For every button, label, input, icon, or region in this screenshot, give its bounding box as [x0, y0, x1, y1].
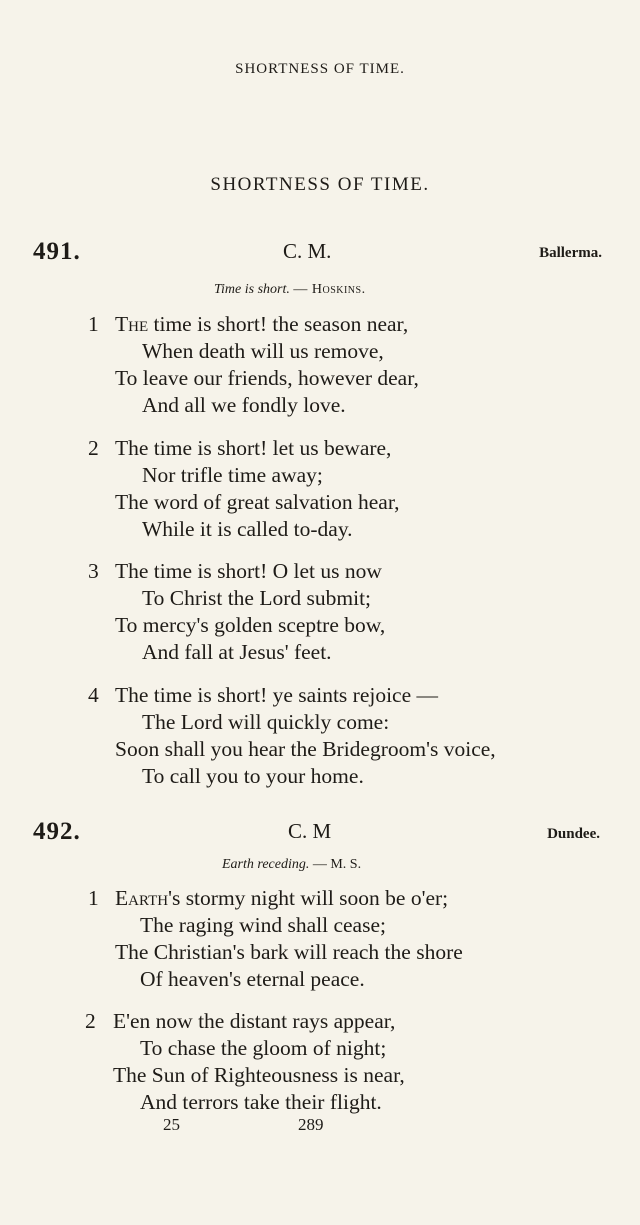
verse-number: 4 [88, 683, 99, 707]
verse-line: The time is short! O let us now [115, 559, 382, 583]
verse-line: The Sun of Righteousness is near, [113, 1063, 405, 1087]
verse-line: And fall at Jesus' feet. [142, 640, 332, 664]
verse-line: While it is called to-day. [142, 517, 353, 541]
page-number: 289 [298, 1115, 324, 1134]
verse-line: To leave our friends, however dear, [115, 366, 419, 390]
verse-number: 1 [88, 312, 99, 336]
verse-line: The Christian's bark will reach the shore [115, 940, 463, 964]
verse-line: And all we fondly love. [142, 393, 346, 417]
verse-line: To Christ the Lord submit; [142, 586, 372, 610]
hymn-number: 491. [33, 238, 81, 265]
verse-line: The raging wind shall cease; [140, 913, 386, 937]
verse-line: The time is short! let us beware, [115, 436, 392, 460]
signature-mark: 25 [163, 1115, 180, 1134]
hymn-attribution [214, 282, 366, 298]
attribution-title: Earth receding. [222, 857, 310, 872]
verse-line: To mercy's golden sceptre bow, [115, 613, 386, 637]
verse-first-word: Earth [115, 886, 169, 910]
verse-line: Of heaven's eternal peace. [140, 967, 365, 991]
verse-line: The Lord will quickly come: [142, 710, 390, 734]
running-head: SHORTNESS OF TIME. [235, 61, 405, 77]
verse-number: 3 [88, 559, 99, 583]
verse-line: When death will us remove, [142, 339, 384, 363]
verse-line-rest: 's stormy night will soon be o'er; [168, 886, 449, 910]
attribution-author: — M. S. [312, 857, 362, 872]
verse-line-rest: time is short! the season near, [148, 312, 409, 336]
verse-line [115, 886, 448, 911]
verse-line: E'en now the distant rays appear, [113, 1009, 396, 1033]
verse-line: The time is short! ye saints rejoice — [115, 683, 439, 707]
verse-line: To chase the gloom of night; [140, 1036, 387, 1060]
hymn-tune: Dundee. [547, 826, 600, 842]
verse-line: And terrors take their flight. [140, 1090, 382, 1114]
verse-first-word: The [115, 312, 149, 336]
hymn-number: 492. [33, 818, 81, 845]
section-title: SHORTNESS OF TIME. [210, 174, 430, 195]
verse-number: 2 [85, 1009, 96, 1033]
hymn-tune: Ballerma. [539, 245, 602, 261]
verse-number: 1 [88, 886, 99, 910]
verse-line [115, 312, 408, 337]
hymn-attribution [222, 857, 361, 873]
verse-line: Soon shall you hear the Bridegroom's voice, [115, 737, 496, 761]
verse-line: Nor trifle time away; [142, 463, 323, 487]
hymn-meter: C. M [288, 819, 332, 843]
verse-line: To call you to your home. [142, 764, 364, 788]
verse-line: The word of great salvation hear, [115, 490, 400, 514]
attribution-title: Time is short. [214, 282, 290, 297]
hymn-meter: C. M. [283, 239, 332, 263]
attribution-author: — Hoskins. [293, 282, 366, 297]
verse-number: 2 [88, 436, 99, 460]
